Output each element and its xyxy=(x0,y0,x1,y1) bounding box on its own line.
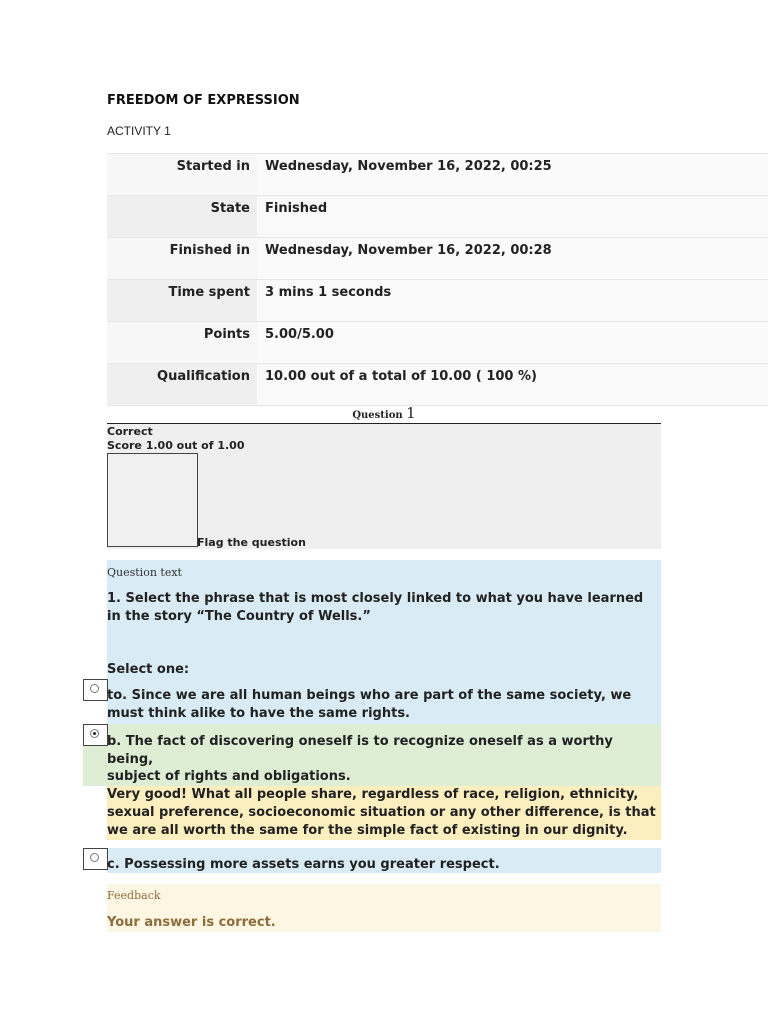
answer-radio-b[interactable] xyxy=(83,724,108,746)
summary-row-qualification xyxy=(107,364,768,406)
summary-row-time-spent xyxy=(107,280,768,322)
question-heading xyxy=(107,404,661,422)
radio-selected-icon xyxy=(90,729,99,738)
general-feedback-panel xyxy=(107,884,661,932)
summary-label: Finished in xyxy=(107,238,257,279)
question-heading-word: Question xyxy=(352,410,403,421)
summary-label: State xyxy=(107,196,257,237)
summary-row-points xyxy=(107,322,768,364)
radio-icon xyxy=(90,853,99,862)
select-one-prompt: Select one: xyxy=(107,662,190,677)
specific-feedback-text: Very good! What all people share, regardless of race, religion, ethnicity, sexual preference, socioeconomic situation or any other difference, is that we are all worth the same for the simple fact of existing in our dignity. xyxy=(107,787,656,838)
question-score: Score 1.00 out of 1.00 xyxy=(107,439,245,452)
summary-value: 10.00 out of a total of 10.00 ( 100 %) xyxy=(257,364,768,405)
summary-value: Wednesday, November 16, 2022, 00:25 xyxy=(257,154,768,195)
flag-question-link[interactable]: Flag the question xyxy=(197,536,306,549)
summary-row-state xyxy=(107,196,768,238)
page-title: FREEDOM OF EXPRESSION xyxy=(107,93,300,108)
activity-label: ACTIVITY 1 xyxy=(107,124,171,138)
attempt-summary-table xyxy=(107,153,768,406)
question-number: 1 xyxy=(406,404,416,422)
answer-radio-a[interactable] xyxy=(83,679,108,701)
summary-label: Points xyxy=(107,322,257,363)
summary-value: Wednesday, November 16, 2022, 00:28 xyxy=(257,238,768,279)
summary-value: Finished xyxy=(257,196,768,237)
feedback-label: Feedback xyxy=(107,889,161,902)
question-state: Correct xyxy=(107,425,153,438)
answer-option-b[interactable]: b. The fact of discovering oneself is to recognize oneself as a worthy being, xyxy=(107,734,613,767)
answer-option-b-continued: subject of rights and obligations. xyxy=(107,769,351,784)
specific-feedback xyxy=(107,786,661,840)
summary-row-finished xyxy=(107,238,768,280)
answer-option-a[interactable]: to. Since we are all human beings who are part of the same society, we must think alike to have the same rights. xyxy=(107,688,632,721)
feedback-text: Your answer is correct. xyxy=(107,915,276,930)
summary-label: Started in xyxy=(107,154,257,195)
summary-label: Qualification xyxy=(107,364,257,405)
question-text: 1. Select the phrase that is most closely linked to what you have learned in the story “The Country of Wells.” xyxy=(107,591,644,624)
flag-icon[interactable] xyxy=(107,453,198,547)
summary-value: 3 mins 1 seconds xyxy=(257,280,768,321)
summary-label: Time spent xyxy=(107,280,257,321)
question-text-label: Question text xyxy=(107,566,182,579)
summary-row-started xyxy=(107,154,768,196)
summary-value: 5.00/5.00 xyxy=(257,322,768,363)
answer-option-c[interactable]: c. Possessing more assets earns you greater respect. xyxy=(107,857,500,872)
answer-radio-c[interactable] xyxy=(83,848,108,870)
question-info-panel xyxy=(107,424,661,549)
radio-icon xyxy=(90,684,99,693)
